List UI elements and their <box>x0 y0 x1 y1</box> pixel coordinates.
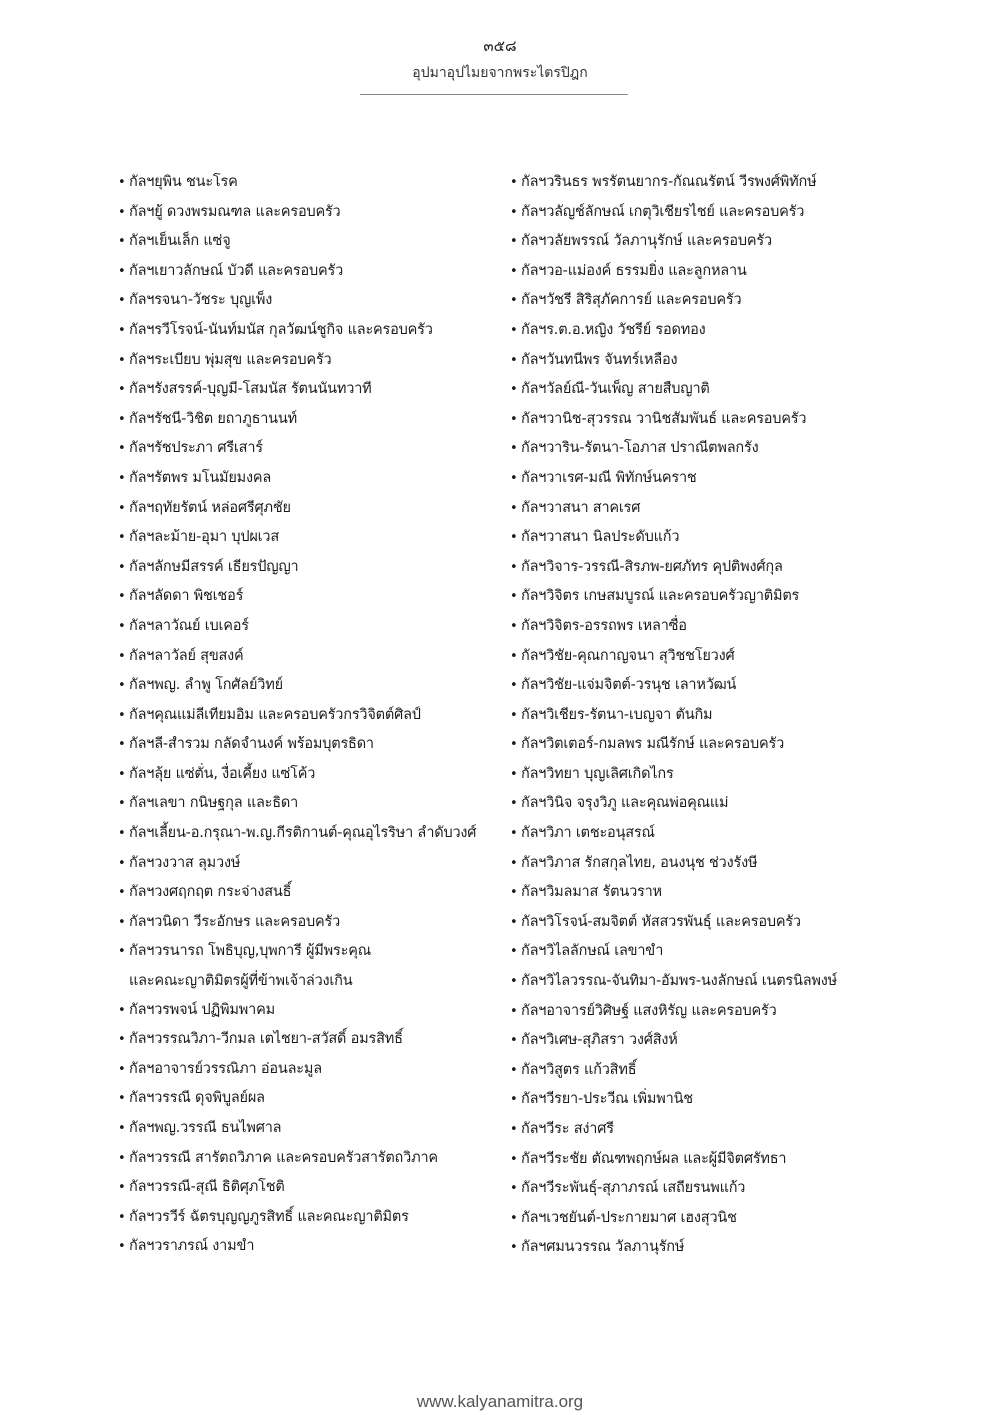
donor-name: กัลฯวิไลวรรณ-จันทิมา-อัมพร-นงลักษณ์ เนตรนิลพงษ์ <box>521 973 838 990</box>
donor-name: กัลฯเลขา กนิษฐกุล และธิดา <box>129 795 299 812</box>
donor-entry <box>118 227 503 257</box>
donor-entry <box>510 523 895 553</box>
donor-entry <box>118 671 503 701</box>
bullet-icon: • <box>510 796 518 812</box>
donor-entry <box>510 967 895 997</box>
donor-name: กัลฯวิสูตร แก้วสิทธิ์ <box>521 1061 637 1078</box>
donor-entry <box>510 1085 895 1115</box>
bullet-icon: • <box>118 618 126 634</box>
bullet-icon: • <box>118 530 126 546</box>
donor-name: กัลฯวีรยา-ประวีณ เพิ่มพานิช <box>521 1091 693 1108</box>
donor-name: กัลฯวิจิตร-อรรถพร เหลาซื่อ <box>521 617 687 634</box>
header-divider <box>360 94 628 95</box>
donor-entry <box>510 227 895 257</box>
bullet-icon: • <box>510 914 518 930</box>
bullet-icon: • <box>510 766 518 782</box>
donor-entry <box>510 464 895 494</box>
bullet-icon: • <box>118 1121 126 1136</box>
bullet-icon: • <box>118 589 126 605</box>
donor-name: กัลฯวรินธร พรรัตนยากร-กัณณรัตน์ วีรพงศ์พิทักษ์ <box>521 174 817 190</box>
donor-name: กัลฯวัชรี สิริสุภัคการย์ และครอบครัว <box>521 292 742 309</box>
donor-entry <box>118 434 503 464</box>
donor-name: กัลฯวาเรศ-มณี พิทักษ์นคราช <box>521 469 697 486</box>
donor-name: กัลฯลักษมีสรรค์ เธียรปัญญา <box>129 558 299 575</box>
bullet-icon: • <box>118 1002 126 1018</box>
donor-name: กัลฯอาจารย์วิศิษฐ์ แสงหิรัญ และครอบครัว <box>521 1002 777 1019</box>
donor-entry <box>118 996 503 1026</box>
donor-entry <box>118 1055 503 1085</box>
bullet-icon: • <box>510 1092 518 1108</box>
bullet-icon: • <box>118 382 126 398</box>
bullet-icon: • <box>118 1239 126 1255</box>
donor-entry <box>118 1144 503 1174</box>
bullet-icon: • <box>118 914 126 930</box>
donor-entry <box>510 1204 895 1234</box>
donor-name: กัลฯวิชัย-คุณกาญจนา สุวิชชโยวงศ์ <box>521 647 735 664</box>
donor-entry <box>510 730 895 760</box>
donor-name: กัลฯพญ. ลำพู โกศัลย์วิทย์ <box>129 677 283 694</box>
donor-name: กัลฯลี-สำรวม กลัดจำนงค์ พร้อมบุตรธิดา <box>129 736 374 753</box>
donor-entry <box>118 819 503 849</box>
donor-entry <box>510 286 895 316</box>
bullet-icon: • <box>510 1240 518 1256</box>
donor-entry <box>118 1232 503 1262</box>
bullet-icon: • <box>118 1209 126 1225</box>
donor-name: กัลฯวันทนีพร จันทร์เหลือง <box>521 351 678 368</box>
donor-name: กัลฯวิชัย-แจ่มจิตต์-วรนุช เลาหวัฒน์ <box>521 677 737 694</box>
donor-entry <box>118 523 503 553</box>
bullet-icon: • <box>510 382 518 398</box>
bullet-icon: • <box>510 263 518 279</box>
bullet-icon: • <box>510 1062 518 1078</box>
donor-entry <box>118 375 503 405</box>
donor-name: กัลฯลาวัณย์ เบเคอร์ <box>129 617 249 634</box>
donor-name: กัลฯรัตพร มโนมัยมงคล <box>129 469 272 486</box>
donor-name: กัลฯวาสนา สาคเรศ <box>521 499 641 516</box>
donor-entry <box>510 849 895 879</box>
bullet-icon: • <box>510 175 518 190</box>
donor-entry <box>118 168 503 198</box>
donor-entry <box>510 612 895 642</box>
bullet-icon: • <box>118 263 126 279</box>
donor-name: กัลฯวิเชียร-รัตนา-เบญจา ตันกิม <box>521 706 713 723</box>
bullet-icon: • <box>510 1003 518 1019</box>
bullet-icon: • <box>118 796 126 812</box>
donor-name: กัลฯรจนา-วัชระ บุญเพ็ง <box>129 292 273 309</box>
donor-name: กัลฯวิจาร-วรรณี-สิรภพ-ยศภัทร คุปติพงศ์กุล <box>521 558 783 575</box>
donor-name: กัลฯวาริน-รัตนา-โอภาส ปราณีตพลกรัง <box>521 440 759 457</box>
donor-name: กัลฯรังสรรค์-บุญมี-โสมนัส รัตนนันทวาที <box>129 381 372 398</box>
bullet-icon: • <box>118 352 126 368</box>
donor-name: กัลฯวิทยา บุญเลิศเกิดไกร <box>521 765 674 782</box>
bullet-icon: • <box>118 1061 126 1077</box>
bullet-icon: • <box>510 944 518 960</box>
donor-name: กัลฯคุณแม่ลีเทียมอิม และครอบครัวกรวิจิตต์ศิลป์ <box>129 706 421 723</box>
donor-entry <box>118 494 503 524</box>
donor-name: กัลฯเลี้ยน-อ.กรุณา-พ.ญ.กีรติกานต์-คุณอุไรริษา ลำดับวงศ์ <box>129 825 477 842</box>
donor-name: กัลฯวรรณี ดุจพิบูลย์ผล <box>129 1090 265 1107</box>
bullet-icon: • <box>510 470 518 486</box>
donor-entry <box>118 730 503 760</box>
donor-entry <box>510 878 895 908</box>
bullet-icon: • <box>510 737 518 753</box>
bullet-icon: • <box>118 559 126 575</box>
bullet-icon: • <box>118 1032 126 1048</box>
donor-name: กัลฯรัชนี-วิชิต ยถาภูธานนท์ <box>129 410 297 427</box>
bullet-icon: • <box>118 293 126 309</box>
bullet-icon: • <box>510 974 518 990</box>
bullet-icon: • <box>118 441 126 457</box>
donor-name: กัลฯวิโรจน์-สมจิตต์ หัสสวรพันธุ์ และครอบครัว <box>521 913 801 930</box>
bullet-icon: • <box>118 648 126 664</box>
donor-entry <box>118 937 503 967</box>
bullet-icon: • <box>118 1180 126 1196</box>
donor-entry <box>510 701 895 731</box>
bullet-icon: • <box>510 855 518 871</box>
donor-name: กัลฯยุพิน ชนะโรค <box>129 174 238 190</box>
bullet-icon: • <box>118 678 126 694</box>
donor-name: กัลฯร.ต.อ.หญิง วัชรีย์ รอดทอง <box>521 321 706 338</box>
donor-name: กัลฯลัดดา พิชเชอร์ <box>129 588 244 605</box>
bullet-icon: • <box>510 1210 518 1226</box>
donor-name: กัลฯวีระชัย ตัณฑพฤกษ์ผล และผู้มีจิตศรัทธา <box>521 1150 787 1167</box>
bullet-icon: • <box>510 352 518 368</box>
donor-entry <box>118 1203 503 1233</box>
bullet-icon: • <box>510 648 518 664</box>
bullet-icon: • <box>510 1122 518 1137</box>
bullet-icon: • <box>510 1033 518 1049</box>
donor-entry <box>510 434 895 464</box>
donor-entry <box>510 582 895 612</box>
donor-entry <box>118 316 503 346</box>
bullet-icon: • <box>118 204 126 220</box>
donor-name: กัลฯวิไลลักษณ์ เลขาขำ <box>521 943 664 960</box>
bullet-icon: • <box>118 175 126 190</box>
donor-entry <box>510 642 895 672</box>
bullet-icon: • <box>118 322 126 338</box>
donor-entry <box>118 701 503 731</box>
bullet-icon: • <box>118 766 126 782</box>
donor-name: กัลฯเย็นเล็ก แซ่จู <box>129 233 231 250</box>
donor-entry <box>510 1145 895 1175</box>
donor-entry <box>510 671 895 701</box>
donor-entry <box>510 1174 895 1204</box>
bullet-icon: • <box>118 411 126 427</box>
donor-name: กัลฯวิมลมาส รัตนวราห <box>521 884 662 901</box>
donor-entry <box>118 967 503 996</box>
donor-name: กัลฯวิภา เตชะอนุสรณ์ <box>521 825 655 842</box>
donor-name: กัลฯระเบียบ พุ่มสุข และครอบครัว <box>129 351 332 368</box>
donor-name: กัลฯฤทัยรัตน์ หล่อศรีศุภชัย <box>129 499 291 516</box>
donor-entry <box>118 198 503 228</box>
donor-name: กัลฯวิเศษ-สุภิสรา วงศ์สิงห์ <box>521 1032 678 1049</box>
donor-entry <box>510 375 895 405</box>
donor-entry <box>118 346 503 376</box>
donor-entry <box>510 1026 895 1056</box>
footer-url: www.kalyanamitra.org <box>416 1392 584 1411</box>
bullet-icon: • <box>118 500 126 516</box>
donor-entry <box>510 198 895 228</box>
donor-name: กัลฯวลัญช์ลักษณ์ เกตุวิเชียรไชย์ และครอบครัว <box>521 203 805 220</box>
donor-entry <box>118 908 503 938</box>
donor-entry <box>510 760 895 790</box>
donor-name: กัลฯวิจิตร เกษสมบูรณ์ และครอบครัวญาติมิตร <box>521 588 800 605</box>
donor-name: กัลฯวงศฤกฤต กระจ่างสนธิ์ <box>129 884 292 901</box>
donor-name: กัลฯวาสนา นิลประดับแก้ว <box>521 529 680 546</box>
donor-entry <box>510 1233 895 1263</box>
donor-entry <box>510 346 895 376</box>
donor-entry <box>118 582 503 612</box>
bullet-icon: • <box>118 234 126 250</box>
donor-name: กัลฯวานิช-สุวรรณ วานิชสัมพันธ์ และครอบครัว <box>521 410 807 427</box>
donor-entry <box>510 257 895 287</box>
donor-name: กัลฯวัลย์ณี-วันเพ็ญ สายสืบญาติ <box>521 381 710 398</box>
donor-name: กัลฯลุ้ย แซ่ตั่น, งื่อเคี้ยง แซ่โค้ว <box>129 765 316 782</box>
donor-name: กัลฯละม้าย-อุมา บุปผเวส <box>129 529 279 546</box>
bullet-icon: • <box>510 204 518 220</box>
bullet-icon: • <box>510 500 518 516</box>
donor-name: กัลฯพญ.วรรณี ธนไพศาล <box>129 1120 282 1136</box>
donor-name: กัลฯรวีโรจน์-นันท์มนัส กุลวัฒน์ชูกิจ และครอบครัว <box>129 321 433 338</box>
donor-name: กัลฯวนิดา วีระอักษร และครอบครัว <box>129 913 341 930</box>
bullet-icon: • <box>118 707 126 723</box>
donor-name: กัลฯวีระ สง่าศรี <box>521 1121 614 1137</box>
donor-name: กัลฯลาวัลย์ สุขสงค์ <box>129 647 244 664</box>
bullet-icon: • <box>510 618 518 634</box>
donor-entry <box>118 849 503 879</box>
bullet-icon: • <box>118 1091 126 1107</box>
donor-name: กัลฯเวชยันต์-ประกายมาศ เฮงสุวนิช <box>521 1209 737 1226</box>
donor-name: กัลฯศมนวรรณ วัลภานุรักษ์ <box>521 1239 685 1256</box>
donor-entry <box>510 908 895 938</box>
bullet-icon: • <box>118 885 126 901</box>
donor-list-right <box>510 168 895 1263</box>
bullet-icon: • <box>510 1181 518 1197</box>
donor-entry <box>510 997 895 1027</box>
donor-entry <box>118 286 503 316</box>
donor-name: กัลฯวรพจน์ ปฏิพิมพาคม <box>129 1001 275 1018</box>
donor-name: กัลฯวรรณวิภา-วีกมล เตไชยา-สวัสดิ์ อมรสิทธิ์ <box>129 1031 403 1048</box>
donor-name: กัลฯยู้ ดวงพรมณฑล และครอบครัว <box>129 203 341 220</box>
bullet-icon: • <box>510 678 518 694</box>
donor-entry <box>118 1114 503 1144</box>
donor-entry <box>118 464 503 494</box>
donor-entry <box>510 494 895 524</box>
donor-entry <box>510 168 895 198</box>
bullet-icon: • <box>510 322 518 338</box>
bullet-icon: • <box>510 826 518 842</box>
donor-name: กัลฯวรรณี-สุณี ธิติศุภโชติ <box>129 1179 285 1196</box>
donor-entry <box>510 789 895 819</box>
donor-entry <box>510 1056 895 1086</box>
donor-name: กัลฯวงวาส ลุมวงษ์ <box>129 854 241 871</box>
bullet-icon: • <box>510 411 518 427</box>
bullet-icon: • <box>510 559 518 575</box>
donor-entry <box>118 1084 503 1114</box>
donor-entry <box>118 760 503 790</box>
donor-entry <box>510 819 895 849</box>
donor-entry <box>510 316 895 346</box>
donor-entry <box>118 1025 503 1055</box>
page-number: ๓๕๘ <box>483 37 517 55</box>
donor-name: กัลฯวิภาส รักสกุลไทย, อนงนุช ช่วงรังษี <box>521 854 758 871</box>
donor-entry <box>118 612 503 642</box>
bullet-icon: • <box>118 826 126 842</box>
donor-entry <box>510 553 895 583</box>
bullet-icon: • <box>118 855 126 871</box>
bullet-icon: • <box>118 470 126 486</box>
donor-entry <box>510 937 895 967</box>
donor-name: กัลฯวรรณี สารัตถวิภาค และครอบครัวสารัตถวิภาค <box>129 1149 438 1166</box>
bullet-icon: • <box>510 293 518 309</box>
donor-entry <box>118 553 503 583</box>
bullet-icon: • <box>118 1150 126 1166</box>
donor-entry <box>118 642 503 672</box>
donor-name: กัลฯวราภรณ์ งามขำ <box>129 1238 255 1255</box>
donor-list-left <box>118 168 503 1262</box>
bullet-icon: • <box>510 234 518 250</box>
donor-name: กัลฯวีระพันธุ์-สุภาภรณ์ เสถียรนพแก้ว <box>521 1180 746 1197</box>
donor-name: กัลฯวิตเตอร์-กมลพร มณีรักษ์ และครอบครัว <box>521 736 785 753</box>
bullet-icon: • <box>510 589 518 605</box>
donor-name: กัลฯอาจารย์วรรณิภา อ่อนละมูล <box>129 1060 322 1077</box>
donor-name: กัลฯวรวีร์ ฉัตรบุญญภูรสิทธิ์ และคณะญาติมิตร <box>129 1208 409 1225</box>
bullet-icon: • <box>118 737 126 753</box>
bullet-icon: • <box>510 530 518 546</box>
donor-name: กัลฯวรนารถ โพธิบุญ,บุพการี ผู้มีพระคุณ <box>129 943 371 960</box>
bullet-icon: • <box>510 1151 518 1167</box>
donor-name: กัลฯเยาวลักษณ์ บัวดี และครอบครัว <box>129 262 344 279</box>
donor-name: กัลฯรัชประภา ศรีเสาร์ <box>129 440 263 457</box>
bullet-icon: • <box>510 885 518 901</box>
bullet-icon: • <box>118 944 126 960</box>
donor-entry <box>118 789 503 819</box>
donor-entry <box>118 257 503 287</box>
donor-entry <box>510 1115 895 1145</box>
bullet-icon: • <box>510 707 518 723</box>
donor-entry <box>510 405 895 435</box>
donor-name: และคณะญาติมิตรผู้ที่ข้าพเจ้าล่วงเกิน <box>129 973 353 990</box>
book-title: อุปมาอุปไมยจากพระไตรปิฎก <box>412 65 588 81</box>
donor-name: กัลฯวอ-แม่องค์ ธรรมยิ่ง และลูกหลาน <box>521 262 747 279</box>
donor-entry <box>118 405 503 435</box>
bullet-icon: • <box>510 441 518 457</box>
donor-entry <box>118 1173 503 1203</box>
donor-name: กัลฯวลัยพรรณ์ วัลภานุรักษ์ และครอบครัว <box>521 233 772 250</box>
donor-entry <box>118 878 503 908</box>
donor-name: กัลฯวินิจ จรุงวิภู และคุณพ่อคุณแม่ <box>521 795 729 812</box>
